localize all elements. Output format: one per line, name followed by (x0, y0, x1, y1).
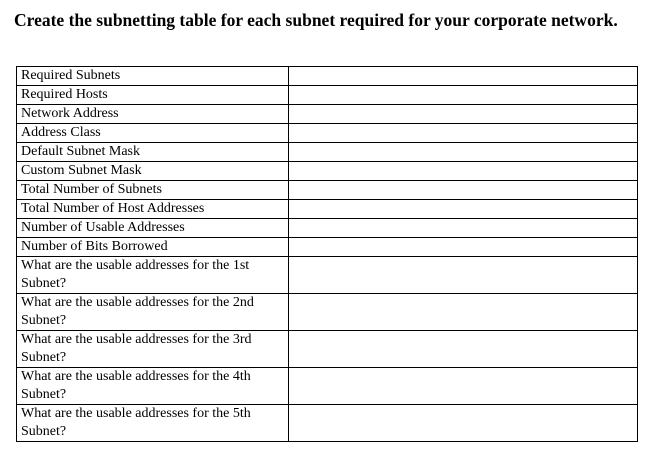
row-label (17, 238, 289, 257)
document-heading: Create the subnetting table for each subnet required for your corporate network. (14, 10, 618, 30)
table-row (17, 219, 638, 238)
row-label-text: Custom Subnet Mask (21, 163, 142, 178)
row-label-text: Total Number of Subnets (21, 182, 162, 197)
row-label (17, 331, 289, 368)
row-label (17, 294, 289, 331)
table-row (17, 143, 638, 162)
row-value-cell[interactable] (289, 219, 638, 238)
table-row (17, 124, 638, 143)
table-row (17, 200, 638, 219)
row-label-text: What are the usable addresses for the 3rd Subnet? (21, 332, 252, 365)
row-value-cell[interactable] (289, 405, 638, 442)
table-row (17, 181, 638, 200)
subnetting-table (16, 66, 638, 442)
row-label-text: What are the usable addresses for the 1st Subnet? (21, 258, 250, 291)
row-label (17, 124, 289, 143)
row-label-text: Number of Usable Addresses (21, 220, 185, 235)
row-label (17, 219, 289, 238)
row-label-text: Total Number of Host Addresses (21, 201, 205, 216)
row-label-text: Address Class (21, 125, 101, 140)
table-row (17, 257, 638, 294)
row-value-cell[interactable] (289, 105, 638, 124)
row-label (17, 143, 289, 162)
row-label-text: What are the usable addresses for the 4th Subnet? (21, 369, 251, 402)
row-label (17, 67, 289, 86)
row-label (17, 105, 289, 124)
row-label (17, 368, 289, 405)
row-value-cell[interactable] (289, 368, 638, 405)
row-value-cell[interactable] (289, 294, 638, 331)
row-value-cell[interactable] (289, 181, 638, 200)
table-row (17, 238, 638, 257)
row-label (17, 200, 289, 219)
row-label (17, 86, 289, 105)
row-label-text: Number of Bits Borrowed (21, 239, 168, 254)
table-row (17, 162, 638, 181)
row-value-cell[interactable] (289, 331, 638, 368)
row-value-cell[interactable] (289, 162, 638, 181)
table-row (17, 294, 638, 331)
table-row (17, 105, 638, 124)
row-value-cell[interactable] (289, 124, 638, 143)
row-label (17, 257, 289, 294)
row-value-cell[interactable] (289, 200, 638, 219)
row-value-cell[interactable] (289, 238, 638, 257)
row-value-cell[interactable] (289, 86, 638, 105)
row-label-text: What are the usable addresses for the 2nd Subnet? (21, 295, 254, 328)
table-row (17, 368, 638, 405)
row-value-cell[interactable] (289, 143, 638, 162)
row-value-cell[interactable] (289, 257, 638, 294)
row-label (17, 405, 289, 442)
row-label-text: Required Hosts (21, 87, 108, 102)
row-label (17, 162, 289, 181)
table-row (17, 405, 638, 442)
row-label-text: Required Subnets (21, 68, 121, 83)
row-label (17, 181, 289, 200)
row-value-cell[interactable] (289, 67, 638, 86)
row-label-text: What are the usable addresses for the 5th Subnet? (21, 406, 251, 439)
table-row (17, 331, 638, 368)
row-label-text: Default Subnet Mask (21, 144, 140, 159)
row-label-text: Network Address (21, 106, 119, 121)
table-row (17, 67, 638, 86)
table-row (17, 86, 638, 105)
